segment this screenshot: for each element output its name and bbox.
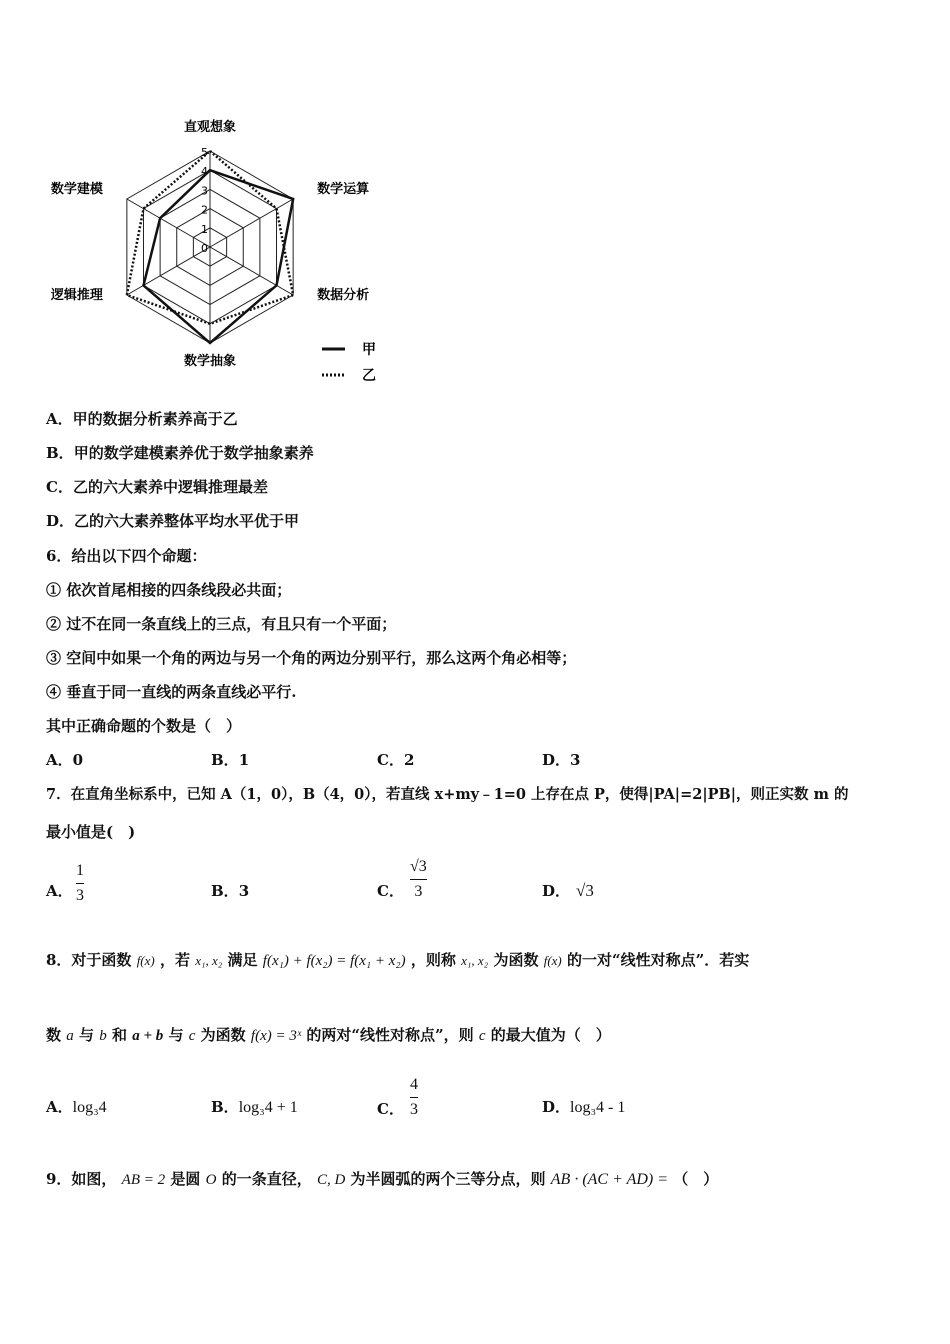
denominator: 3 bbox=[414, 883, 423, 900]
axis-label: 数学运算 bbox=[317, 182, 370, 197]
text: 为函数 bbox=[200, 1026, 246, 1044]
tick-label: 4 bbox=[201, 165, 208, 179]
q8-option-d bbox=[542, 1100, 625, 1116]
q6-question: 其中正确命题的个数是（ ） bbox=[46, 717, 242, 735]
axis-label: 直观想象 bbox=[183, 120, 237, 135]
option-label: C． bbox=[46, 478, 73, 496]
option-label: D． bbox=[542, 1098, 571, 1116]
q6-option-b bbox=[211, 753, 249, 768]
text: 数 bbox=[46, 1026, 62, 1044]
q5-option-d bbox=[46, 514, 299, 529]
text: 与 bbox=[78, 1026, 94, 1044]
axis-label: 数据分析 bbox=[317, 288, 370, 303]
option-text: 甲的数据分析素养高于乙 bbox=[72, 410, 238, 428]
q6-item-3: ③ 空间中如果一个角的两边与另一个角的两边分别平行，那么这两个角必相等； bbox=[46, 649, 577, 667]
option-label: C． bbox=[377, 751, 404, 769]
q8-option-c-label: C． bbox=[377, 1100, 404, 1118]
denominator: 3 bbox=[410, 1101, 418, 1118]
fraction-bar bbox=[76, 883, 84, 884]
option-text: 乙的六大素养中逻辑推理最差 bbox=[72, 478, 268, 496]
q5-option-c bbox=[46, 480, 268, 495]
q6-option-c bbox=[377, 753, 414, 768]
q7-option-c-fraction bbox=[410, 858, 427, 901]
text: 的一对“线性对称点”．若实 bbox=[566, 951, 750, 969]
text: ，则称 bbox=[410, 951, 456, 969]
q8-line2 bbox=[46, 1028, 611, 1044]
tick-label: 2 bbox=[201, 203, 208, 217]
q5-option-b bbox=[46, 446, 314, 461]
math-c: c bbox=[188, 1028, 196, 1044]
tick-label: 5 bbox=[201, 146, 208, 159]
numerator: 4 bbox=[410, 1076, 418, 1093]
math-c: c bbox=[478, 1028, 486, 1044]
tick-label: 3 bbox=[201, 184, 208, 198]
math-ab-2: AB = 2 bbox=[121, 1172, 166, 1188]
q8-option-a bbox=[46, 1100, 107, 1116]
q7-option-a-label: A． bbox=[46, 882, 73, 900]
text: 9．如图， bbox=[46, 1170, 117, 1188]
option-value: log₃4 bbox=[72, 1099, 107, 1116]
text: 为函数 bbox=[493, 951, 539, 969]
text: 是圆 bbox=[170, 1170, 201, 1188]
axis-spoke bbox=[210, 199, 293, 247]
option-text: 3 bbox=[570, 751, 581, 769]
q7-option-d-value: √3 bbox=[576, 881, 594, 900]
option-label: D． bbox=[542, 751, 571, 769]
option-label: B． bbox=[211, 751, 239, 769]
q7-option-b bbox=[211, 884, 249, 899]
q7-stem-line2: 最小值是( ) bbox=[46, 823, 136, 841]
option-text: 乙的六大素养整体平均水平优于甲 bbox=[74, 512, 300, 530]
text: 8．对于函数 bbox=[46, 951, 132, 969]
q8-line1 bbox=[46, 953, 749, 969]
q7-option-a-fraction bbox=[76, 862, 84, 905]
option-label: A． bbox=[46, 751, 73, 769]
option-text: 1 bbox=[238, 751, 250, 769]
radar-grid bbox=[127, 146, 293, 343]
q6-item-1: ① 依次首尾相接的四条线段必共面； bbox=[46, 581, 292, 599]
math-a: a bbox=[66, 1028, 74, 1044]
legend-label-jia: 甲 bbox=[362, 342, 376, 358]
math-vector-expression: AB · (AC + AD) = bbox=[550, 1171, 669, 1188]
text: ，若 bbox=[159, 951, 190, 969]
text: 的一条直径， bbox=[221, 1170, 312, 1188]
q7-stem-line1: 7．在直角坐标系中，已知 A（1，0），B（4，0），若直线 x+my﹣1=0 上存在点 P，使得|PA|=2|PB|，则正实数 m 的 bbox=[46, 786, 849, 803]
option-label: A． bbox=[46, 1098, 73, 1116]
numerator: √3 bbox=[410, 858, 427, 875]
option-text: 0 bbox=[72, 751, 84, 769]
math-o: O bbox=[205, 1172, 217, 1188]
text: 与 bbox=[168, 1026, 184, 1044]
axis-label: 数学建模 bbox=[50, 182, 103, 197]
text: 满足 bbox=[227, 951, 258, 969]
fraction-bar bbox=[410, 879, 427, 880]
radar-chart bbox=[40, 105, 390, 395]
q8-option-b bbox=[211, 1100, 298, 1116]
q6-stem: 6．给出以下四个命题： bbox=[46, 547, 207, 565]
q8-option-c-fraction bbox=[410, 1076, 418, 1119]
q5-option-a bbox=[46, 412, 238, 427]
option-text: 2 bbox=[403, 751, 415, 769]
math-cd: C, D bbox=[316, 1172, 346, 1188]
numerator: 1 bbox=[76, 862, 84, 879]
axis-spoke bbox=[210, 247, 293, 295]
option-label: B． bbox=[211, 882, 239, 900]
math-x1x2: x₁, x₂ bbox=[195, 953, 223, 968]
option-value: log₃4 + 1 bbox=[238, 1099, 298, 1116]
denominator: 3 bbox=[76, 887, 84, 904]
radar-legend bbox=[322, 342, 376, 384]
text: 的两对“线性对称点”，则 bbox=[306, 1026, 474, 1044]
fraction-bar bbox=[410, 1097, 418, 1098]
option-label: B． bbox=[46, 444, 74, 462]
q7-option-d-label: D． bbox=[542, 882, 571, 900]
math-fx: f(x) bbox=[543, 953, 562, 968]
option-text: 3 bbox=[238, 882, 250, 900]
tick-label: 1 bbox=[201, 222, 208, 236]
text: （ ） bbox=[673, 1170, 719, 1188]
text: 和 bbox=[111, 1026, 127, 1044]
text: 的最大值为（ ） bbox=[490, 1026, 611, 1044]
q7-option-c-label: C． bbox=[377, 882, 404, 900]
math-f-3x: f(x) = 3ˣ bbox=[250, 1028, 302, 1044]
math-a-plus-b: a + b bbox=[132, 1028, 164, 1044]
option-value: log₃4 - 1 bbox=[570, 1099, 626, 1116]
text: 为半圆弧的两个三等分点，则 bbox=[350, 1170, 546, 1188]
axis-label: 数学抽象 bbox=[183, 354, 237, 369]
option-label: D． bbox=[46, 512, 75, 530]
option-text: 甲的数学建模素养优于数学抽象素养 bbox=[73, 444, 314, 462]
math-b: b bbox=[99, 1028, 107, 1044]
axis-spoke bbox=[127, 247, 210, 295]
axis-spoke bbox=[127, 199, 210, 247]
q6-option-a bbox=[46, 753, 83, 768]
q6-option-d bbox=[542, 753, 580, 768]
q6-item-2: ② 过不在同一条直线上的三点，有且只有一个平面； bbox=[46, 615, 397, 633]
math-fx: f(x) bbox=[136, 953, 155, 968]
q9-stem bbox=[46, 1172, 718, 1188]
q6-item-4: ④ 垂直于同一直线的两条直线必平行. bbox=[46, 683, 297, 701]
option-label: B． bbox=[211, 1098, 239, 1116]
math-equation: f(x₁) + f(x₂) = f(x₁ + x₂) bbox=[262, 953, 406, 969]
tick-label: 0 bbox=[201, 242, 208, 255]
axis-label: 逻辑推理 bbox=[50, 288, 103, 303]
option-label: A． bbox=[46, 410, 73, 428]
legend-label-yi: 乙 bbox=[362, 368, 376, 384]
math-x1x2: x₁, x₂ bbox=[461, 953, 489, 968]
